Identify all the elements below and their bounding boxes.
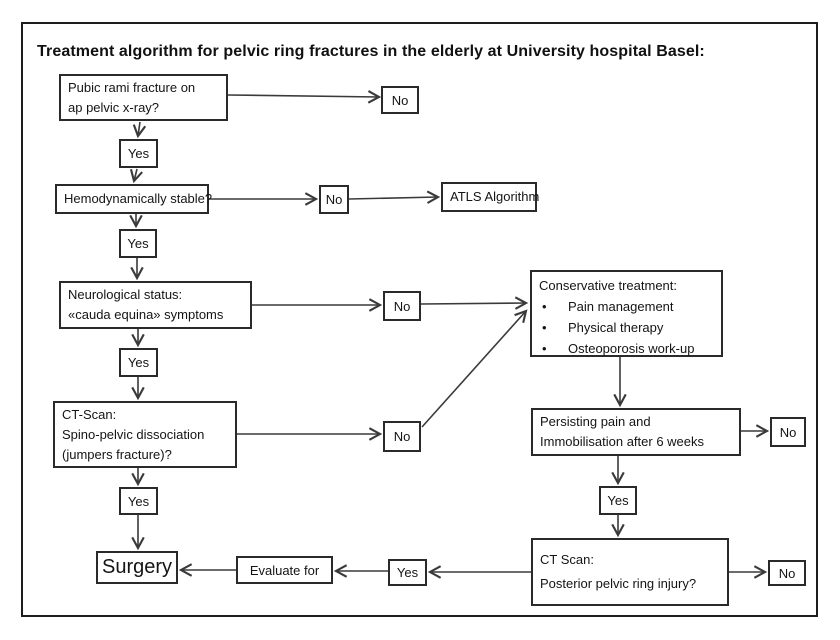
arrow-yes-to-hemodynamic: [134, 169, 137, 181]
bullet-icon: [539, 317, 568, 338]
node-text-line: CT Scan:: [540, 552, 594, 567]
conservative-bullet: [539, 317, 714, 338]
node-yes-persisting: Yes: [599, 486, 637, 515]
node-conservative-treatment: [530, 270, 723, 357]
conservative-bullet-text: Physical therapy: [568, 320, 664, 335]
node-persisting-pain-question: [531, 408, 741, 456]
node-atls-algorithm: ATLS Algorithm: [441, 182, 537, 212]
page-title: Treatment algorithm for pelvic ring fractures in the elderly at University hospital Basel:: [37, 43, 705, 60]
conservative-bullet: [539, 296, 714, 317]
node-text-line: Persisting pain and: [540, 414, 651, 429]
node-no-persisting: No: [770, 417, 806, 447]
arrow-pubicrami-to-yes: [138, 122, 140, 136]
node-text-line: (jumpers fracture)?: [62, 446, 172, 462]
node-yes-pubic-rami: Yes: [119, 139, 158, 168]
conservative-title: Conservative treatment:: [539, 278, 678, 293]
node-hemodynamic-question: Hemodynamically stable?: [55, 184, 209, 214]
node-text-line: Neurological status:: [68, 287, 183, 302]
node-yes-neuro: Yes: [119, 348, 158, 377]
node-evaluate-for: Evaluate for: [236, 556, 333, 584]
node-surgery: Surgery: [96, 551, 178, 584]
node-pubic-rami-question: [59, 74, 228, 121]
node-ctscan-spino-question: [53, 401, 237, 468]
node-yes-ctscan-posterior: Yes: [388, 559, 427, 586]
conservative-bullet: [539, 338, 714, 359]
arrow-no-diagonal-to-conservative: [422, 311, 526, 427]
node-no-ctscan-spino: No: [383, 421, 421, 452]
node-no-neuro: No: [383, 291, 421, 321]
node-yes-hemodynamic: Yes: [119, 229, 157, 258]
node-text-line: Pubic rami fracture on: [68, 79, 196, 95]
arrow-pubicrami-to-no: [228, 95, 379, 97]
bullet-icon: [539, 338, 568, 359]
node-text-line: Posterior pelvic ring injury?: [540, 576, 697, 591]
node-text-line: Spino-pelvic dissociation: [62, 426, 205, 442]
node-neuro-question: [59, 281, 252, 329]
arrow-no-to-conservative: [421, 303, 526, 304]
conservative-bullet-text: Osteoporosis work-up: [568, 341, 695, 356]
node-text-line: Immobilisation after 6 weeks: [540, 434, 705, 449]
conservative-bullet-list: [539, 296, 714, 359]
node-no-pubic-rami: No: [381, 86, 419, 114]
node-ctscan-posterior-question: [531, 538, 729, 606]
node-text-line: CT-Scan:: [62, 406, 117, 422]
node-text-line: ap pelvic x-ray?: [68, 99, 160, 115]
node-text-line: «cauda equina» symptoms: [68, 307, 224, 322]
node-no-ctscan-posterior: No: [768, 560, 806, 586]
conservative-bullet-text: Pain management: [568, 299, 674, 314]
node-no-hemodynamic: No: [319, 185, 349, 214]
arrow-no-to-atls: [349, 197, 438, 199]
bullet-icon: [539, 296, 568, 317]
node-yes-ctscan-spino: Yes: [119, 487, 158, 515]
